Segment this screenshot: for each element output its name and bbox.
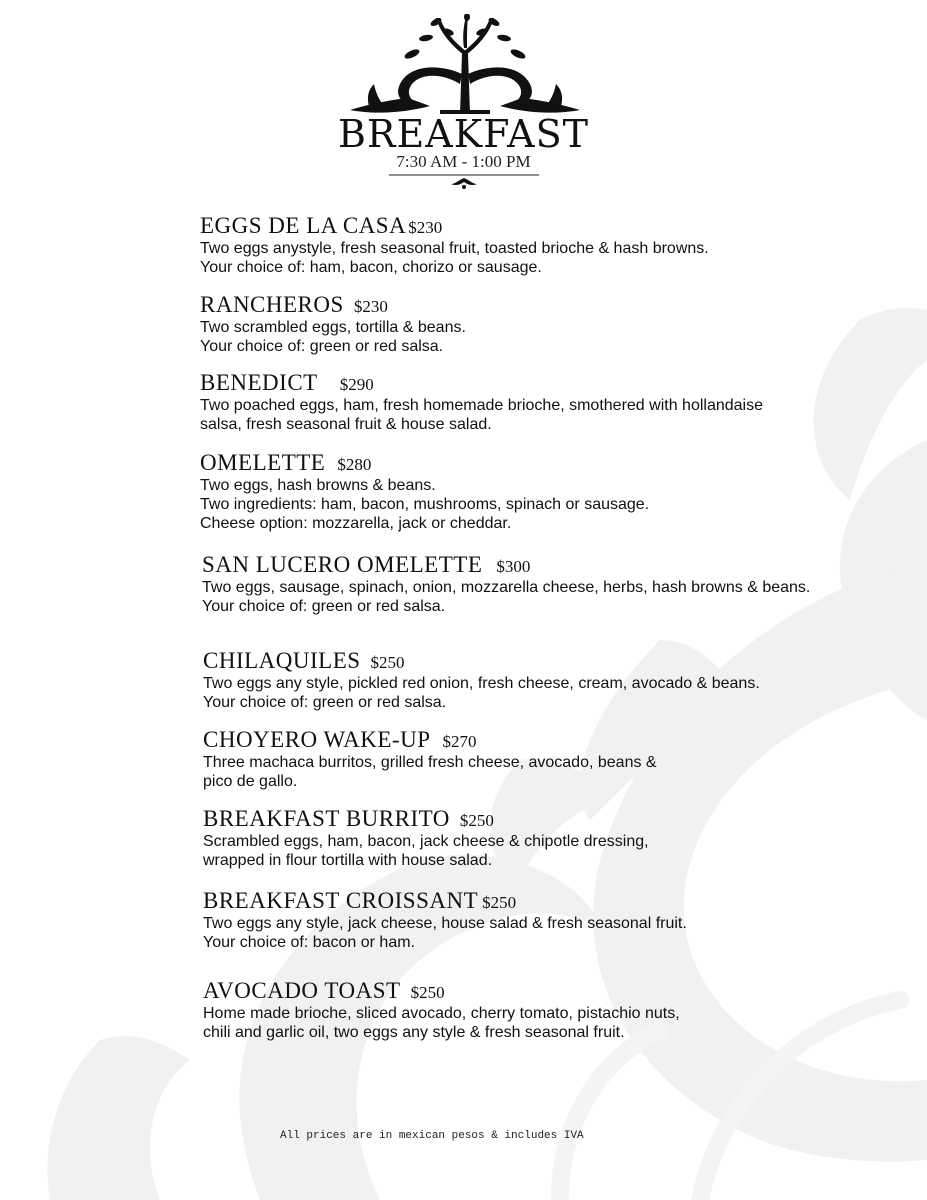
menu-item-omelette: [200, 450, 649, 533]
item-name: BENEDICT: [200, 370, 318, 395]
menu-title: BREAKFAST: [338, 112, 589, 156]
item-description: Two eggs anystyle, fresh seasonal fruit, toasted brioche & hash browns.: [200, 240, 709, 257]
item-price: $300: [496, 557, 531, 576]
menu-item-breakfast-burrito: [203, 806, 649, 870]
item-name: BREAKFAST BURRITO: [203, 806, 450, 831]
item-description: Two eggs, hash browns & beans.: [200, 477, 436, 494]
item-description: Your choice of: green or red salsa.: [203, 694, 447, 711]
item-description: wrapped in flour tortilla with house salad.: [203, 852, 493, 869]
item-name: CHOYERO WAKE-UP: [203, 727, 431, 752]
item-price: $280: [337, 455, 372, 474]
item-name: AVOCADO TOAST: [203, 978, 401, 1003]
item-price: $250: [370, 653, 405, 672]
item-description: Two ingredients: ham, bacon, mushrooms, spinach or sausage.: [200, 496, 650, 513]
item-name: CHILAQUILES: [203, 648, 361, 673]
item-price: $250: [482, 893, 517, 912]
item-price: $250: [459, 811, 494, 830]
item-price: $290: [339, 375, 374, 394]
item-name: BREAKFAST CROISSANT: [203, 888, 479, 913]
menu-item-choyero-wake-up: [203, 727, 657, 791]
flourish-divider-icon: [389, 172, 539, 190]
item-description: Two eggs, sausage, spinach, onion, mozzarella cheese, herbs, hash browns & beans.: [202, 579, 811, 596]
menu-item-san-lucero-omelette: [202, 552, 810, 616]
menu-item-breakfast-croissant: [203, 888, 687, 952]
menu-item-rancheros: [200, 292, 466, 356]
item-price: $230: [408, 218, 443, 237]
item-description: Two scrambled eggs, tortilla & beans.: [200, 319, 466, 336]
menu-item-benedict: [200, 370, 763, 434]
item-price: $230: [353, 297, 388, 316]
item-description: Two eggs any style, jack cheese, house salad & fresh seasonal fruit.: [203, 915, 687, 932]
item-name: RANCHEROS: [200, 292, 344, 317]
item-price: $270: [442, 732, 477, 751]
tree-ornament-icon: [340, 14, 590, 116]
item-description: pico de gallo.: [203, 773, 298, 790]
item-description: salsa, fresh seasonal fruit & house salad.: [200, 416, 492, 433]
menu-item-avocado-toast: [203, 978, 680, 1042]
item-description: Three machaca burritos, grilled fresh cheese, avocado, beans &: [203, 754, 657, 771]
item-description: Your choice of: green or red salsa.: [200, 338, 444, 355]
item-name: EGGS DE LA CASA: [200, 213, 407, 238]
item-description: Two poached eggs, ham, fresh homemade brioche, smothered with hollandaise: [200, 397, 763, 414]
item-description: Your choice of: green or red salsa.: [202, 598, 446, 615]
item-description: Your choice of: bacon or ham.: [203, 934, 415, 951]
item-description: Scrambled eggs, ham, bacon, jack cheese & chipotle dressing,: [203, 833, 649, 850]
item-name: OMELETTE: [200, 450, 326, 475]
item-description: Your choice of: ham, bacon, chorizo or sausage.: [200, 259, 542, 276]
menu-item-chilaquiles: [203, 648, 760, 712]
item-price: $250: [410, 983, 445, 1002]
item-description: Cheese option: mozzarella, jack or cheddar.: [200, 515, 512, 532]
menu-item-eggs-de-la-casa: [200, 213, 709, 277]
item-description: Home made brioche, sliced avocado, cherry tomato, pistachio nuts,: [203, 1005, 680, 1022]
item-description: Two eggs any style, pickled red onion, fresh cheese, cream, avocado & beans.: [203, 675, 760, 692]
price-note: All prices are in mexican pesos & includes IVA: [280, 1130, 584, 1142]
item-name: SAN LUCERO OMELETTE: [202, 552, 483, 577]
service-hours: 7:30 AM - 1:00 PM: [396, 152, 531, 171]
item-description: chili and garlic oil, two eggs any style & fresh seasonal fruit.: [203, 1024, 625, 1041]
